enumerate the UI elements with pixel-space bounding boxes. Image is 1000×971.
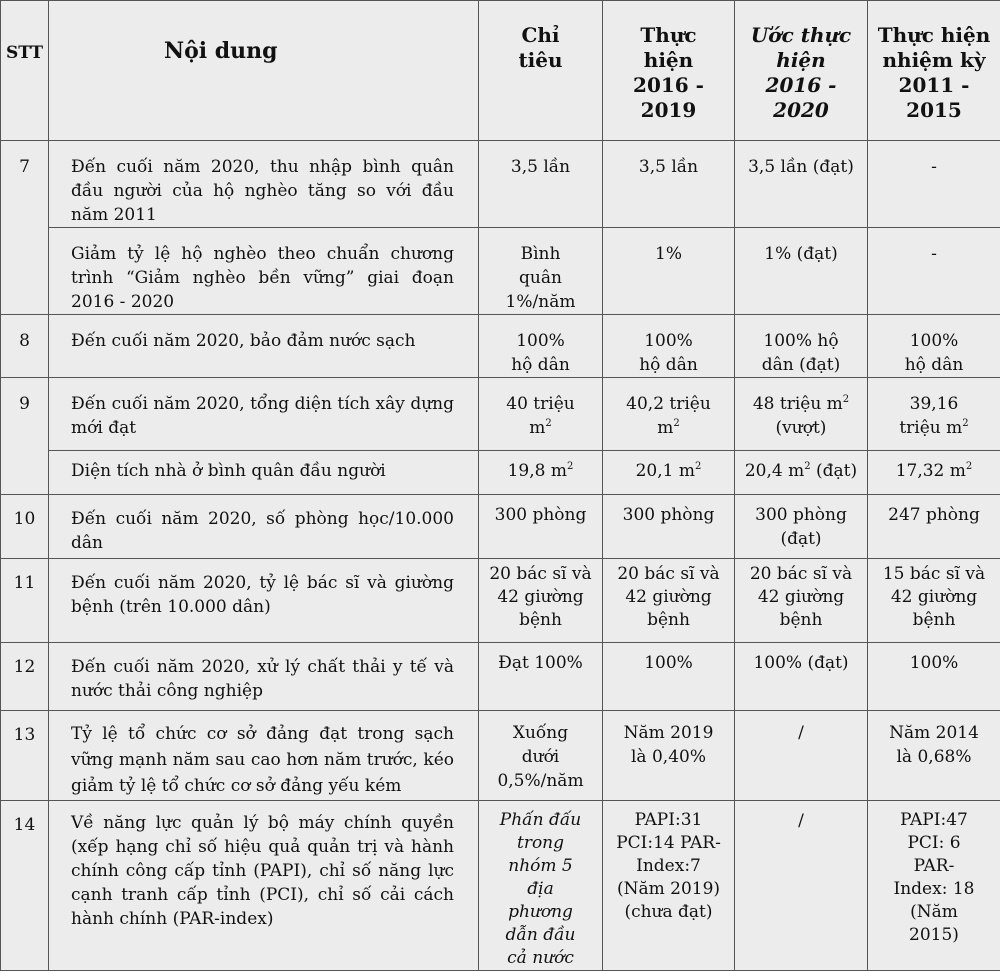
row-done: 300 phòng xyxy=(603,495,735,559)
row-target: Đạt 100% xyxy=(479,643,603,711)
row-target: Bình quân 1%/năm xyxy=(479,228,603,315)
table-row xyxy=(1,228,1000,315)
row-stt: 7 xyxy=(1,141,49,315)
row-target: 300 phòng xyxy=(479,495,603,559)
value-text: 48 triệu m xyxy=(753,394,843,414)
row-stt: 12 xyxy=(1,643,49,711)
unit-superscript: 2 xyxy=(843,394,849,405)
row-target xyxy=(479,451,603,495)
row-content: Đến cuối năm 2020, tỷ lệ bác sĩ và giường bệnh (trên 10.000 dân) xyxy=(49,559,479,643)
row-target: 3,5 lần xyxy=(479,141,603,228)
value-text: 20,4 m xyxy=(745,461,804,481)
table-row xyxy=(1,378,1000,451)
value-text: 40,2 triệu m xyxy=(626,394,711,438)
header-estimate: Ước thực hiện 2016 - 2020 xyxy=(735,1,868,141)
row-done: 3,5 lần xyxy=(603,141,735,228)
row-content: Đến cuối năm 2020, bảo đảm nước sạch xyxy=(49,315,479,378)
row-term: 15 bác sĩ và 42 giường bệnh xyxy=(868,559,1000,643)
row-term: - xyxy=(868,141,1000,228)
row-target: 100% hộ dân xyxy=(479,315,603,378)
value-text: 39,16 triệu m xyxy=(899,394,962,438)
value-text: 17,32 m xyxy=(896,461,966,481)
row-target: Xuống dưới 0,5%/năm xyxy=(479,711,603,801)
row-content: Diện tích nhà ở bình quân đầu người xyxy=(49,451,479,495)
table-row xyxy=(1,495,1000,559)
header-content: Nội dung xyxy=(49,1,479,141)
unit-superscript: 2 xyxy=(962,418,968,429)
row-done: 20 bác sĩ và 42 giường bệnh xyxy=(603,559,735,643)
header-term: Thực hiện nhiệm kỳ 2011 - 2015 xyxy=(868,1,1000,141)
row-term: 100% xyxy=(868,643,1000,711)
value-text: 40 triệu m xyxy=(506,394,574,438)
row-done: 100% hộ dân xyxy=(603,315,735,378)
table-row xyxy=(1,643,1000,711)
row-done: Năm 2019 là 0,40% xyxy=(603,711,735,801)
row-estimate: 300 phòng (đạt) xyxy=(735,495,868,559)
row-stt: 14 xyxy=(1,801,49,971)
unit-superscript: 2 xyxy=(966,461,972,472)
row-estimate: 100% hộ dân (đạt) xyxy=(735,315,868,378)
row-content: Đến cuối năm 2020, thu nhập bình quân đầu người của hộ nghèo tăng so với đầu năm 2011 xyxy=(49,141,479,228)
row-estimate: 1% (đạt) xyxy=(735,228,868,315)
row-done xyxy=(603,451,735,495)
row-content: Đến cuối năm 2020, số phòng học/10.000 dân xyxy=(49,495,479,559)
value-text: 20,1 m xyxy=(636,461,695,481)
row-target: Phấn đấu trong nhóm 5 địa phương dẫn đầu cả nước xyxy=(479,801,603,971)
row-done: 100% xyxy=(603,643,735,711)
unit-superscript: 2 xyxy=(673,418,679,429)
value-note: (đạt) xyxy=(811,461,858,481)
row-term: PAPI:47 PCI: 6 PAR- Index: 18 (Năm 2015) xyxy=(868,801,1000,971)
header-stt: STT xyxy=(1,1,49,141)
value-text: 19,8 m xyxy=(508,461,567,481)
table-row xyxy=(1,141,1000,228)
row-stt: 10 xyxy=(1,495,49,559)
unit-superscript: 2 xyxy=(804,461,810,472)
row-estimate xyxy=(735,451,868,495)
row-content: Về năng lực quản lý bộ máy chính quyền (xếp hạng chỉ số hiệu quả quản trị và hành chính công cấp tỉnh (PAPI), chỉ số năng lực cạnh tranh cấp tỉnh (PCI), chỉ số cải cách hành chính (PAR-index) xyxy=(49,801,479,971)
row-done xyxy=(603,378,735,451)
row-term: 247 phòng xyxy=(868,495,1000,559)
row-stt: 9 xyxy=(1,378,49,495)
table-row xyxy=(1,801,1000,971)
row-stt: 11 xyxy=(1,559,49,643)
unit-superscript: 2 xyxy=(545,418,551,429)
table-row xyxy=(1,315,1000,378)
table-row xyxy=(1,559,1000,643)
row-content: Giảm tỷ lệ hộ nghèo theo chuẩn chương trình “Giảm nghèo bền vững” giai đoạn 2016 - 2020 xyxy=(49,228,479,315)
table-row xyxy=(1,451,1000,495)
row-estimate: 100% (đạt) xyxy=(735,643,868,711)
row-term xyxy=(868,378,1000,451)
row-content: Tỷ lệ tổ chức cơ sở đảng đạt trong sạch vững mạnh năm sau cao hơn năm trước, kéo giảm tỷ lệ tổ chức cơ sở đảng yếu kém xyxy=(49,711,479,801)
unit-superscript: 2 xyxy=(567,461,573,472)
header-done: Thực hiện 2016 - 2019 xyxy=(603,1,735,141)
value-note: (vượt) xyxy=(776,418,827,438)
row-stt: 8 xyxy=(1,315,49,378)
row-term: Năm 2014 là 0,68% xyxy=(868,711,1000,801)
header-row xyxy=(1,1,1000,141)
row-term: - xyxy=(868,228,1000,315)
row-done: PAPI:31 PCI:14 PAR-Index:7 (Năm 2019) (chưa đạt) xyxy=(603,801,735,971)
row-content: Đến cuối năm 2020, tổng diện tích xây dựng mới đạt xyxy=(49,378,479,451)
row-estimate: / xyxy=(735,801,868,971)
table-row xyxy=(1,711,1000,801)
row-estimate: / xyxy=(735,711,868,801)
row-content: Đến cuối năm 2020, xử lý chất thải y tế và nước thải công nghiệp xyxy=(49,643,479,711)
row-term: 100% hộ dân xyxy=(868,315,1000,378)
row-estimate: 20 bác sĩ và 42 giường bệnh xyxy=(735,559,868,643)
unit-superscript: 2 xyxy=(695,461,701,472)
row-done: 1% xyxy=(603,228,735,315)
row-target xyxy=(479,378,603,451)
row-estimate: 3,5 lần (đạt) xyxy=(735,141,868,228)
row-target: 20 bác sĩ và 42 giường bệnh xyxy=(479,559,603,643)
row-term xyxy=(868,451,1000,495)
header-target: Chỉ tiêu xyxy=(479,1,603,141)
row-stt: 13 xyxy=(1,711,49,801)
row-estimate xyxy=(735,378,868,451)
